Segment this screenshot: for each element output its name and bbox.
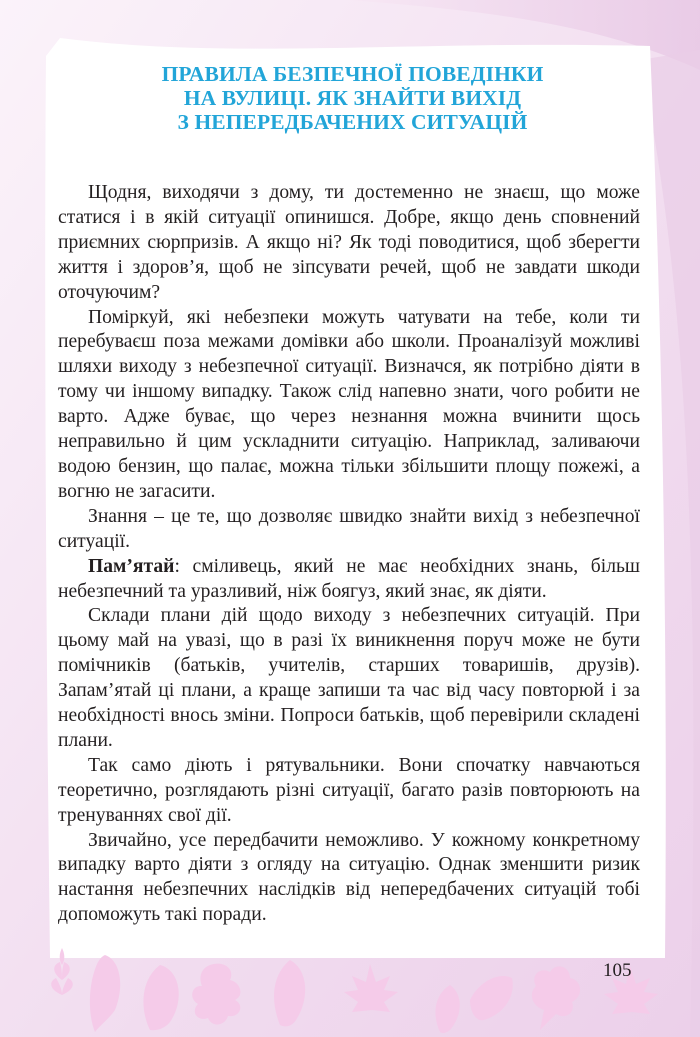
page-number: 105 (603, 960, 632, 981)
paragraph: Звичайно, усе передбачити неможливо. У кожному конкретному випадку варто діяти з огляду на ситуацію. Однак зменшити ризик настання небезпечних наслідків від непередбачених ситуацій тобі допоможуть такі поради. (58, 829, 640, 926)
title-line: ПРАВИЛА БЕЗПЕЧНОЇ ПОВЕДІНКИ (161, 62, 544, 86)
maple-leaf-icon (344, 964, 398, 1030)
birch-leaf-icon (470, 976, 513, 1020)
page-title (50, 62, 655, 134)
content-page (50, 38, 655, 958)
small-leaf-icon (435, 985, 459, 1033)
remember-label: Пам’ятай (88, 555, 175, 577)
paragraph: Знання – це те, що дозволяє швидко знайти вихід з небезпечної ситуації. (58, 505, 640, 552)
paragraph: Щодня, виходячи з дому, ти достеменно не знаєш, що може статися і в якій ситуації опинишся. Добре, якщо день сповнений приємних сюрпризів. А якщо ні? Як тоді поводитися, щоб зберегти життя і здоров’я, щоб не зіпсувати речей, щоб не завдати шкоди оточуючим? (58, 182, 640, 303)
oval-leaf-icon (143, 965, 178, 1030)
paragraph: Склади плани дій щодо виходу з небезпечних ситуацій. При цьому май на увазі, що в разі їх виникнення поруч може не бути помічників (батьків, учителів, старших товаришів, друзів). Запам’ятай ці плани, а краще запиши та час від часу повторюй і за необхідності внось зміни. Попроси батьків, щоб перевірили складені плани. (58, 605, 640, 751)
fern-leaf-icon (51, 948, 73, 1032)
title-line: З НЕПЕРЕДБАЧЕНИХ СИТУАЦІЙ (177, 110, 528, 134)
remember-text: : сміливець, який не має необхідних знань, більш небезпечний та уразливий, ніж боягуз, який знає, як діяти. (58, 555, 640, 602)
ash-leaf-icon (90, 955, 120, 1032)
paragraph: Поміркуй, які небезпеки можуть чатувати на тебе, коли ти перебуваєш поза межами домівки або школи. Проаналізуй можливі шляхи виходу з небезпечної ситуації. Визначся, як потрібно діяти в тому чи іншому випадку. Також слід напевно знати, чого робити не варто. Адже буває, що через незнання можна вчинити щось неправильно й цим ускладнити ситуацію. Наприклад, заливаючи водою бензин, що палає, можна тільки збільшити площу пожежі, а вогню не загасити. (58, 306, 640, 502)
article-body (58, 181, 640, 928)
chestnut-leaf-icon (532, 966, 580, 1030)
paragraph: Так само діють і рятувальники. Вони спочатку навчаються теоретично, розглядають різні ситуації, багато разів повторюють на тренуваннях свої дії. (58, 754, 640, 826)
title-line: НА ВУЛИЦІ. ЯК ЗНАЙТИ ВИХІД (183, 86, 522, 110)
leaf-ornament-strip (0, 940, 700, 1037)
elm-leaf-icon (274, 960, 305, 1026)
oak-leaf-icon (192, 964, 240, 1025)
remember-paragraph (58, 555, 640, 605)
